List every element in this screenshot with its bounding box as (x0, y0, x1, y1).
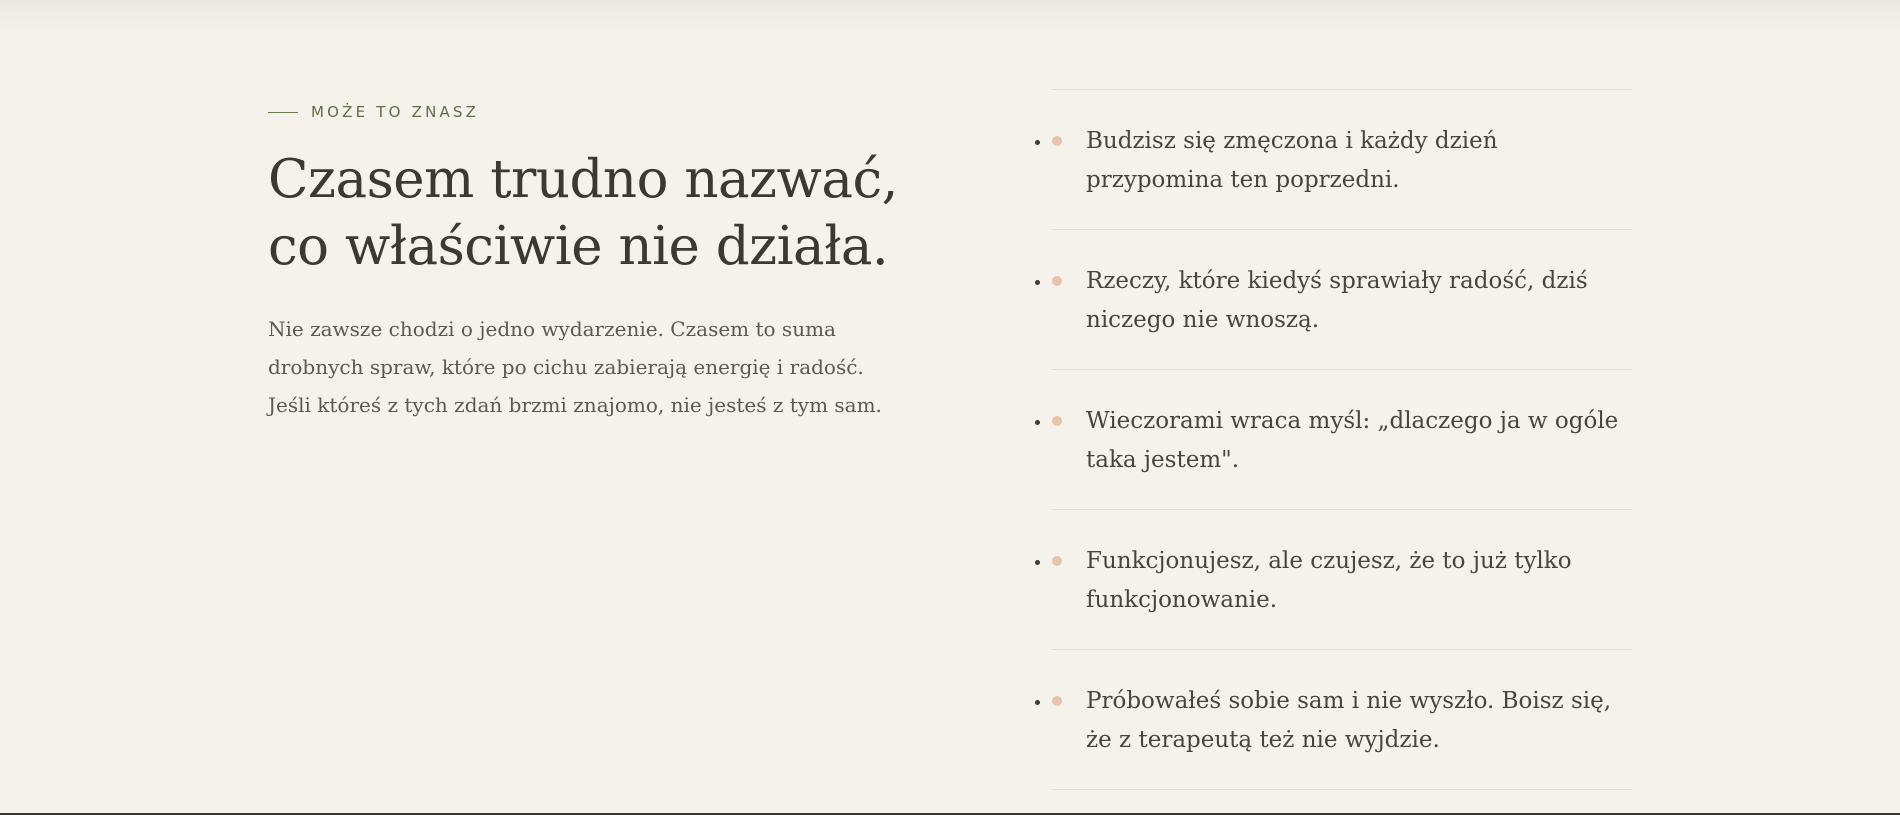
list-item-text: • Próbowałeś sobie sam i nie wyszło. Boisz się, że z terapeutą też nie wyjdzie. (1086, 688, 1612, 753)
headline-line-1: Czasem trudno nazwać, (268, 149, 898, 210)
section-headline (268, 146, 968, 280)
lead-paragraph (268, 310, 968, 424)
list-item-text: • Funkcjonujesz, ale czujesz, że to już tylko funkcjonowanie. (1086, 548, 1572, 613)
lead-line-2: drobnych spraw, które po cichu zabierają energię i radość. (268, 355, 864, 379)
headline-line-2: co właściwie nie działa. (268, 216, 889, 277)
lead-line-1: Nie zawsze chodzi o jedno wydarzenie. Czasem to suma (268, 317, 836, 341)
list-item (1052, 510, 1632, 650)
list-item (1052, 370, 1632, 510)
bullet-dot-icon (1052, 556, 1062, 566)
eyebrow-line (268, 112, 298, 113)
list-item (1052, 90, 1632, 230)
top-shade (0, 0, 1900, 36)
eyebrow-label: MOŻE TO ZNASZ (311, 103, 480, 121)
list-item-text: • Wieczorami wraca myśl: „dlaczego ja w ogóle taka jestem". (1086, 408, 1619, 473)
list-item-text: • Budzisz się zmęczona i każdy dzień przypomina ten poprzedni. (1086, 128, 1498, 193)
eyebrow (268, 100, 968, 124)
bullet-dot-icon (1052, 136, 1062, 146)
list-item (1052, 650, 1632, 790)
bullet-dot-icon (1052, 276, 1062, 286)
bullet-dot-icon (1052, 416, 1062, 426)
list-item-text: • Rzeczy, które kiedyś sprawiały radość, dziś niczego nie wnoszą. (1086, 268, 1588, 333)
symptom-list (1052, 89, 1632, 790)
bullet-dot-icon (1052, 696, 1062, 706)
lead-line-3: Jeśli któreś z tych zdań brzmi znajomo, nie jesteś z tym sam. (268, 393, 882, 417)
list-item (1052, 230, 1632, 370)
intro-section (268, 100, 968, 424)
